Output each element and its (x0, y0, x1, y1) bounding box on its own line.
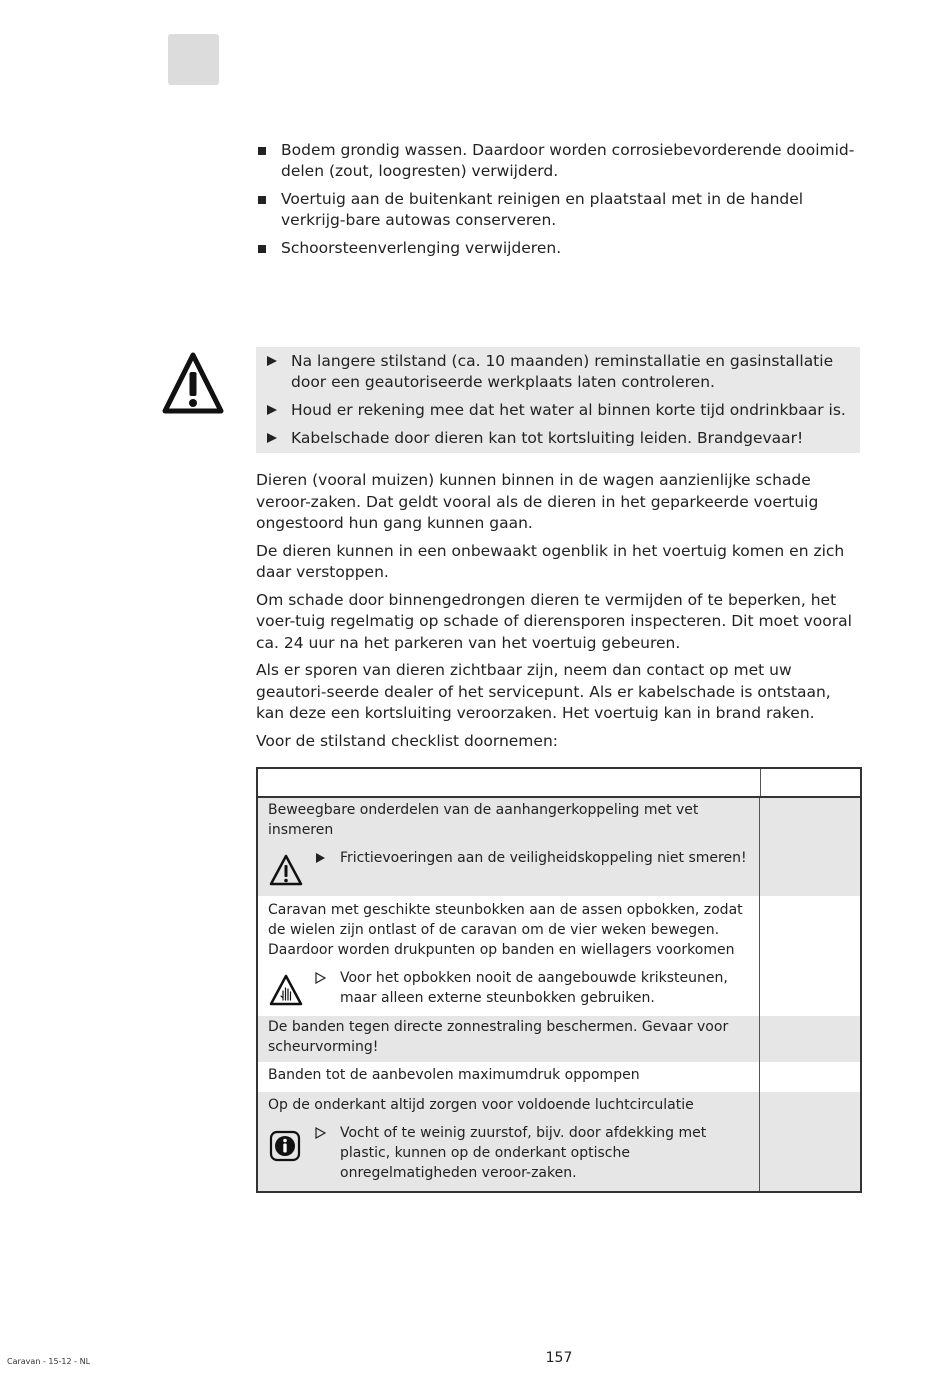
note-text: Voor het opbokken nooit de aangebouwde kriksteunen, maar alleen externe steunbokken gebruiken. (340, 970, 728, 1006)
arrow-bullet-icon (267, 433, 277, 443)
task-text: Caravan met geschikte steunbokken aan de assen opbokken, zodat de wielen zijn ontlast of de caravan om de vier weken bewegen. Daardoor worden drukpunten op banden en wiellagers voorkomen (268, 902, 743, 958)
bullet-text: Bodem grondig wassen. Daardoor worden corrosiebevorderende dooimid-delen (zout, loogresten) verwijderd. (281, 141, 855, 180)
check-cell (760, 1062, 860, 1092)
warning-item (256, 351, 860, 393)
note-text: Frictievoeringen aan de veiligheidskoppeling niet smeren! (340, 850, 747, 866)
bullet-item (256, 238, 860, 259)
square-bullet-icon (258, 147, 266, 155)
warning-item (256, 428, 860, 449)
bullet-item (256, 189, 860, 231)
task-text: De banden tegen directe zonnestraling beschermen. Gevaar voor scheurvorming! (268, 1019, 729, 1055)
task-cell (258, 896, 760, 1016)
hollow-arrow-bullet-icon (315, 1127, 326, 1139)
page-number: 157 (545, 1350, 573, 1366)
square-bullet-icon (258, 196, 266, 204)
paragraph: Om schade door binnengedrongen dieren te vermijden of te beperken, het voer-tuig regelmatig op schade of dierensporen inspecteren. Dit moet vooral ca. 24 uur na het parkeren van het voertuig gebeuren. (256, 590, 852, 652)
warning-box (256, 347, 860, 453)
checklist-row (258, 798, 860, 896)
bullet-text: Schoorsteenverlenging verwijderen. (281, 239, 562, 257)
task-text: Op de onderkant altijd zorgen voor voldoende luchtcirculatie (268, 1097, 694, 1113)
checklist-row (258, 1092, 860, 1191)
arrow-bullet-icon (267, 356, 277, 366)
task-note (258, 842, 759, 896)
paragraph: Voor de stilstand checklist doornemen: (256, 731, 558, 750)
paragraph: Als er sporen van dieren zichtbaar zijn, neem dan contact op met uw geautori-seerde dealer of het servicepunt. Als er kabelschade is ontstaan, kan deze een kortsluiting veroorzaken. Het voertuig kan in brand raken. (256, 661, 831, 722)
header-cell-check (761, 769, 860, 796)
check-cell (760, 896, 860, 1016)
note-text-wrap (316, 1123, 751, 1183)
document-reference: Caravan - 15-12 - NL (7, 1357, 91, 1366)
paragraph: De dieren kunnen in een onbewaakt ogenblik in het voertuig komen en zich daar verstoppen. (256, 541, 845, 581)
arrow-bullet-icon (267, 405, 277, 415)
bullet-item (256, 140, 860, 182)
checklist-table (256, 767, 862, 1193)
note-text-wrap (316, 968, 751, 1008)
note-text: Vocht of te weinig zuurstof, bijv. door afdekking met plastic, kunnen op de onderkant optische onregelmatigheden veroor-zaken. (340, 1125, 707, 1181)
task-cell (258, 1092, 760, 1191)
checklist-row (258, 896, 860, 1016)
task-note (258, 962, 759, 1016)
hand-warning-icon (268, 972, 304, 1008)
warning-text: Houd er rekening mee dat het water al binnen korte tijd ondrinkbaar is. (291, 401, 846, 419)
body-text (256, 470, 860, 758)
paragraph: Dieren (vooral muizen) kunnen binnen in de wagen aanzienlijke schade veroor-zaken. Dat geldt vooral als de dieren in het geparkeerde voertuig ongestoord hun gang kunnen gaan. (256, 471, 819, 532)
task-cell (258, 798, 760, 896)
bullet-text: Voertuig aan de buitenkant reinigen en plaatstaal met in de handel verkrijg-bare autowas conserveren. (281, 190, 804, 229)
info-icon (268, 1127, 304, 1163)
check-cell (760, 798, 860, 896)
warning-item (256, 400, 860, 421)
check-cell (760, 1016, 860, 1062)
task-text: Beweegbare onderdelen van de aanhangerkoppeling met vet insmeren (268, 802, 699, 838)
warning-text: Kabelschade door dieren kan tot kortsluiting leiden. Brandgevaar! (291, 429, 804, 447)
task-note (258, 1117, 759, 1191)
square-bullet-icon (258, 245, 266, 253)
task-cell (258, 1016, 760, 1062)
warning-triangle-icon (268, 852, 304, 888)
task-cell (258, 1062, 760, 1092)
section-tab-marker (168, 34, 219, 85)
arrow-bullet-icon (316, 853, 325, 863)
hollow-arrow-bullet-icon (315, 972, 326, 984)
checklist-header (258, 769, 860, 798)
checklist-row (258, 1016, 860, 1062)
task-text: Banden tot de aanbevolen maximumdruk oppompen (268, 1067, 640, 1083)
check-cell (760, 1092, 860, 1191)
warning-text: Na langere stilstand (ca. 10 maanden) reminstallatie en gasinstallatie door een geautoriseerde werkplaats laten controleren. (291, 352, 834, 391)
bullet-list (256, 140, 860, 266)
note-text-wrap (316, 848, 751, 888)
header-cell-task (258, 769, 761, 796)
warning-triangle-icon (162, 352, 224, 414)
checklist-row (258, 1062, 860, 1092)
